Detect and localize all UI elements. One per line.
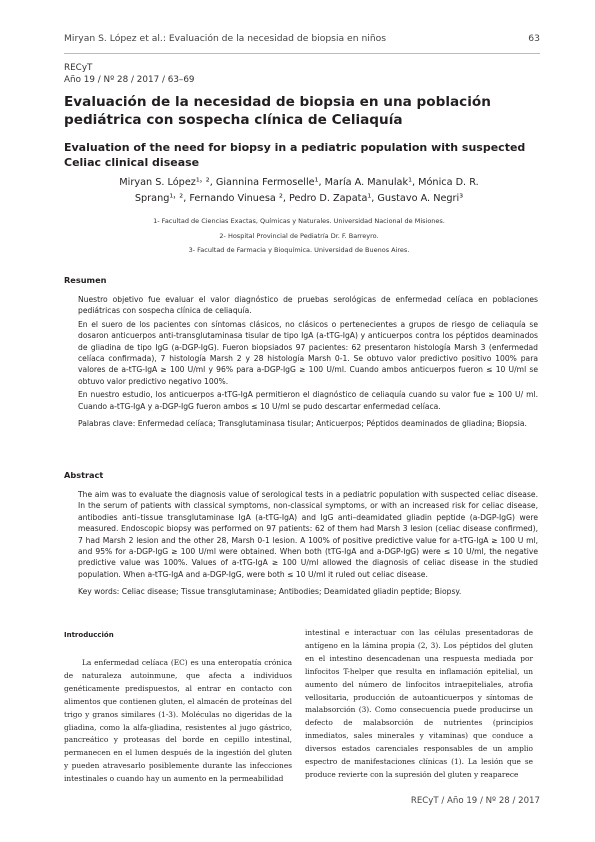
affiliations	[64, 214, 534, 258]
affiliation-2: 2- Hospital Provincial de Pediatría Dr. F. Barreyro.	[219, 231, 379, 240]
page-number: 63	[528, 33, 540, 44]
authors-line-2: Sprang¹˒ ², Fernando Vinuesa ², Pedro D. Zapata¹, Gustavo A. Negri³	[134, 192, 464, 204]
journal-info	[64, 63, 195, 86]
affiliation-3: 3- Facultad de Farmacia y Bioquímica. Universidad de Buenos Aires.	[188, 246, 410, 254]
abstract-keywords: Key words: Celiac disease; Tissue transglutaminase; Antibodies; Deamidated gliadin peptide; Biopsy.	[78, 587, 462, 597]
footer-journal: RECyT / Año 19 / Nº 28 / 2017	[410, 796, 540, 806]
title-spanish: Evaluación de la necesidad de biopsia en una población pediátrica con sospecha clínica de Celiaquía	[64, 94, 491, 128]
resumen-body	[78, 294, 538, 431]
resumen-paragraph: En el suero de los pacientes con síntomas clásicos, no clásicos o pertenecientes a grupos de riesgo de celiaquía se dosaron anticuerpos anti-transglutaminasa tisular de tipo IgA (a-tTG-IgA) y anticuerpos contra los péptidos deaminados de gliadina de tipo IgG (a-DGP-IgG). Fueron biopsiados 97 pacientes: 62 presentaron histología Marsh 3 (enfermedad celíaca confirmada), 7 histología Marsh 2 y 28 histología Marsh 0-1. Se obtuvo valor predictivo positivo 100% para valores de a-tTG-IgA ≥ 100 U/ml y 96% para a-DGP-IgG ≥ 100 U/ml. Cuando ambos anticuerpos fueron ≤ 10 U/ml se obtuvo valor predictivo negativo 100%.	[78, 319, 538, 386]
header-rule	[64, 53, 540, 54]
running-header	[64, 33, 540, 49]
journal-issue: Año 19 / Nº 28 / 2017 / 63–69	[64, 74, 195, 85]
resumen-paragraph: En nuestro estudio, los anticuerpos a-tTG-IgA permitieron el diagnóstico de celiaquía cuando su valor fue ≥ 100 U/ ml. Cuando a-tTG-IgA y a-DGP-IgG fueron ambos ≤ 10 U/ml se pudo descartar enfermedad celíaca.	[78, 390, 538, 411]
abstract-paragraph: The aim was to evaluate the diagnosis value of serological tests in a pediatric population with suspected celiac disease. In the serum of patients with classical symptoms, non-classical symptoms, or with an increased risk for celiac disease, antibodies anti–tissue transglutaminase IgA (a-tTG-IgA) and IgG anti–deamidated gliadin peptide (a-DGP-IgG) were measured. Endoscopic biopsy was performed on 97 patients: 62 of them had Marsh 3 lesion (celiac disease confirmed), 7 had Marsh 2 lesion and the other 28, Marsh 0-1 lesion. A 100% of positive predictive value for a-tTG-IgA ≥ 100 U ml, and 95% for a-DGP-IgG ≥ 100 U/ml were obtained. When both (tTG-IgA and a-DGP-IgG) were ≤ 10 U/ml, the negative predictive value was 100%. Values of a-tTG-IgA ≥ 100 U/ml allowed the diagnosis of celiac disease in the studied population. When a-tTG-IgA and a-DGP-IgG, were both ≤ 10 U/ml it ruled out celiac disease.	[78, 490, 538, 579]
resumen-paragraph: Nuestro objetivo fue evaluar el valor diagnóstico de pruebas serológicas de enfermedad celíaca en poblaciones pediátricas con sospecha clínica de celiaquía.	[78, 295, 538, 316]
running-title: Miryan S. López et al.: Evaluación de la necesidad de biopsia en niños	[64, 33, 387, 44]
intro-left-column: La enfermedad celíaca (EC) es una enteropatía crónica de naturaleza autoinmune, que afecta a individuos genéticamente predispuestos, al entrar en contacto con alimentos que contienen gluten, el almacén de proteínas del trigo y granos similares (1-3). Moléculas no digeridas de la gliadina, como la alfa-gliadina, resistentes al jugo gástrico, pancreático y proteasas del borde en cepillo intestinal, permanecen en el lumen después de la ingestión del gluten y pueden atravesarlo posiblemente durante las infecciones intestinales o cuando hay un aumento en la permeabilidad	[64, 658, 292, 784]
title-english: Evaluation of the need for biopsy in a pediatric population with suspected Celiac clinical disease	[64, 141, 526, 169]
introduction-heading: Introducción	[64, 631, 114, 639]
author-list	[64, 175, 534, 206]
abstract-body	[78, 489, 538, 600]
resumen-heading: Resumen	[64, 275, 107, 285]
resumen-keywords: Palabras clave: Enfermedad celíaca; Transglutaminasa tisular; Anticuerpos; Péptidos deaminados de gliadina; Biopsia.	[78, 419, 527, 429]
authors-line-1: Miryan S. López¹˒ ², Giannina Fermoselle¹, María A. Manulak¹, Mónica D. R.	[119, 177, 479, 188]
affiliation-1: 1- Facultad de Ciencias Exactas, Químicas y Naturales. Universidad Nacional de Misiones.	[153, 217, 445, 225]
abstract-heading: Abstract	[64, 470, 104, 480]
intro-right-column: intestinal e interactuar con las células presentadoras de antígeno en la lámina propia (2, 3). Los péptidos del gluten en el intestino desencadenan una respuesta mediada por linfocitos T-helper que resulta en inflamación epitelial, un aumento del número de linfocitos intraepiteliales, atrofia vellositaria, producción de autoanticuerpos y síntomas de malabsorción (3). Como consecuencia puede producirse un defecto de malabsorción de nutrientes (principios inmediatos, sales minerales y vitaminas) que conduce a diversos estados carenciales responsables de un amplio espectro de manifestaciones clínicas (1). La lesión que se produce revierte con la supresión del gluten y reaparece	[305, 628, 533, 779]
journal-name: RECyT	[64, 63, 93, 73]
